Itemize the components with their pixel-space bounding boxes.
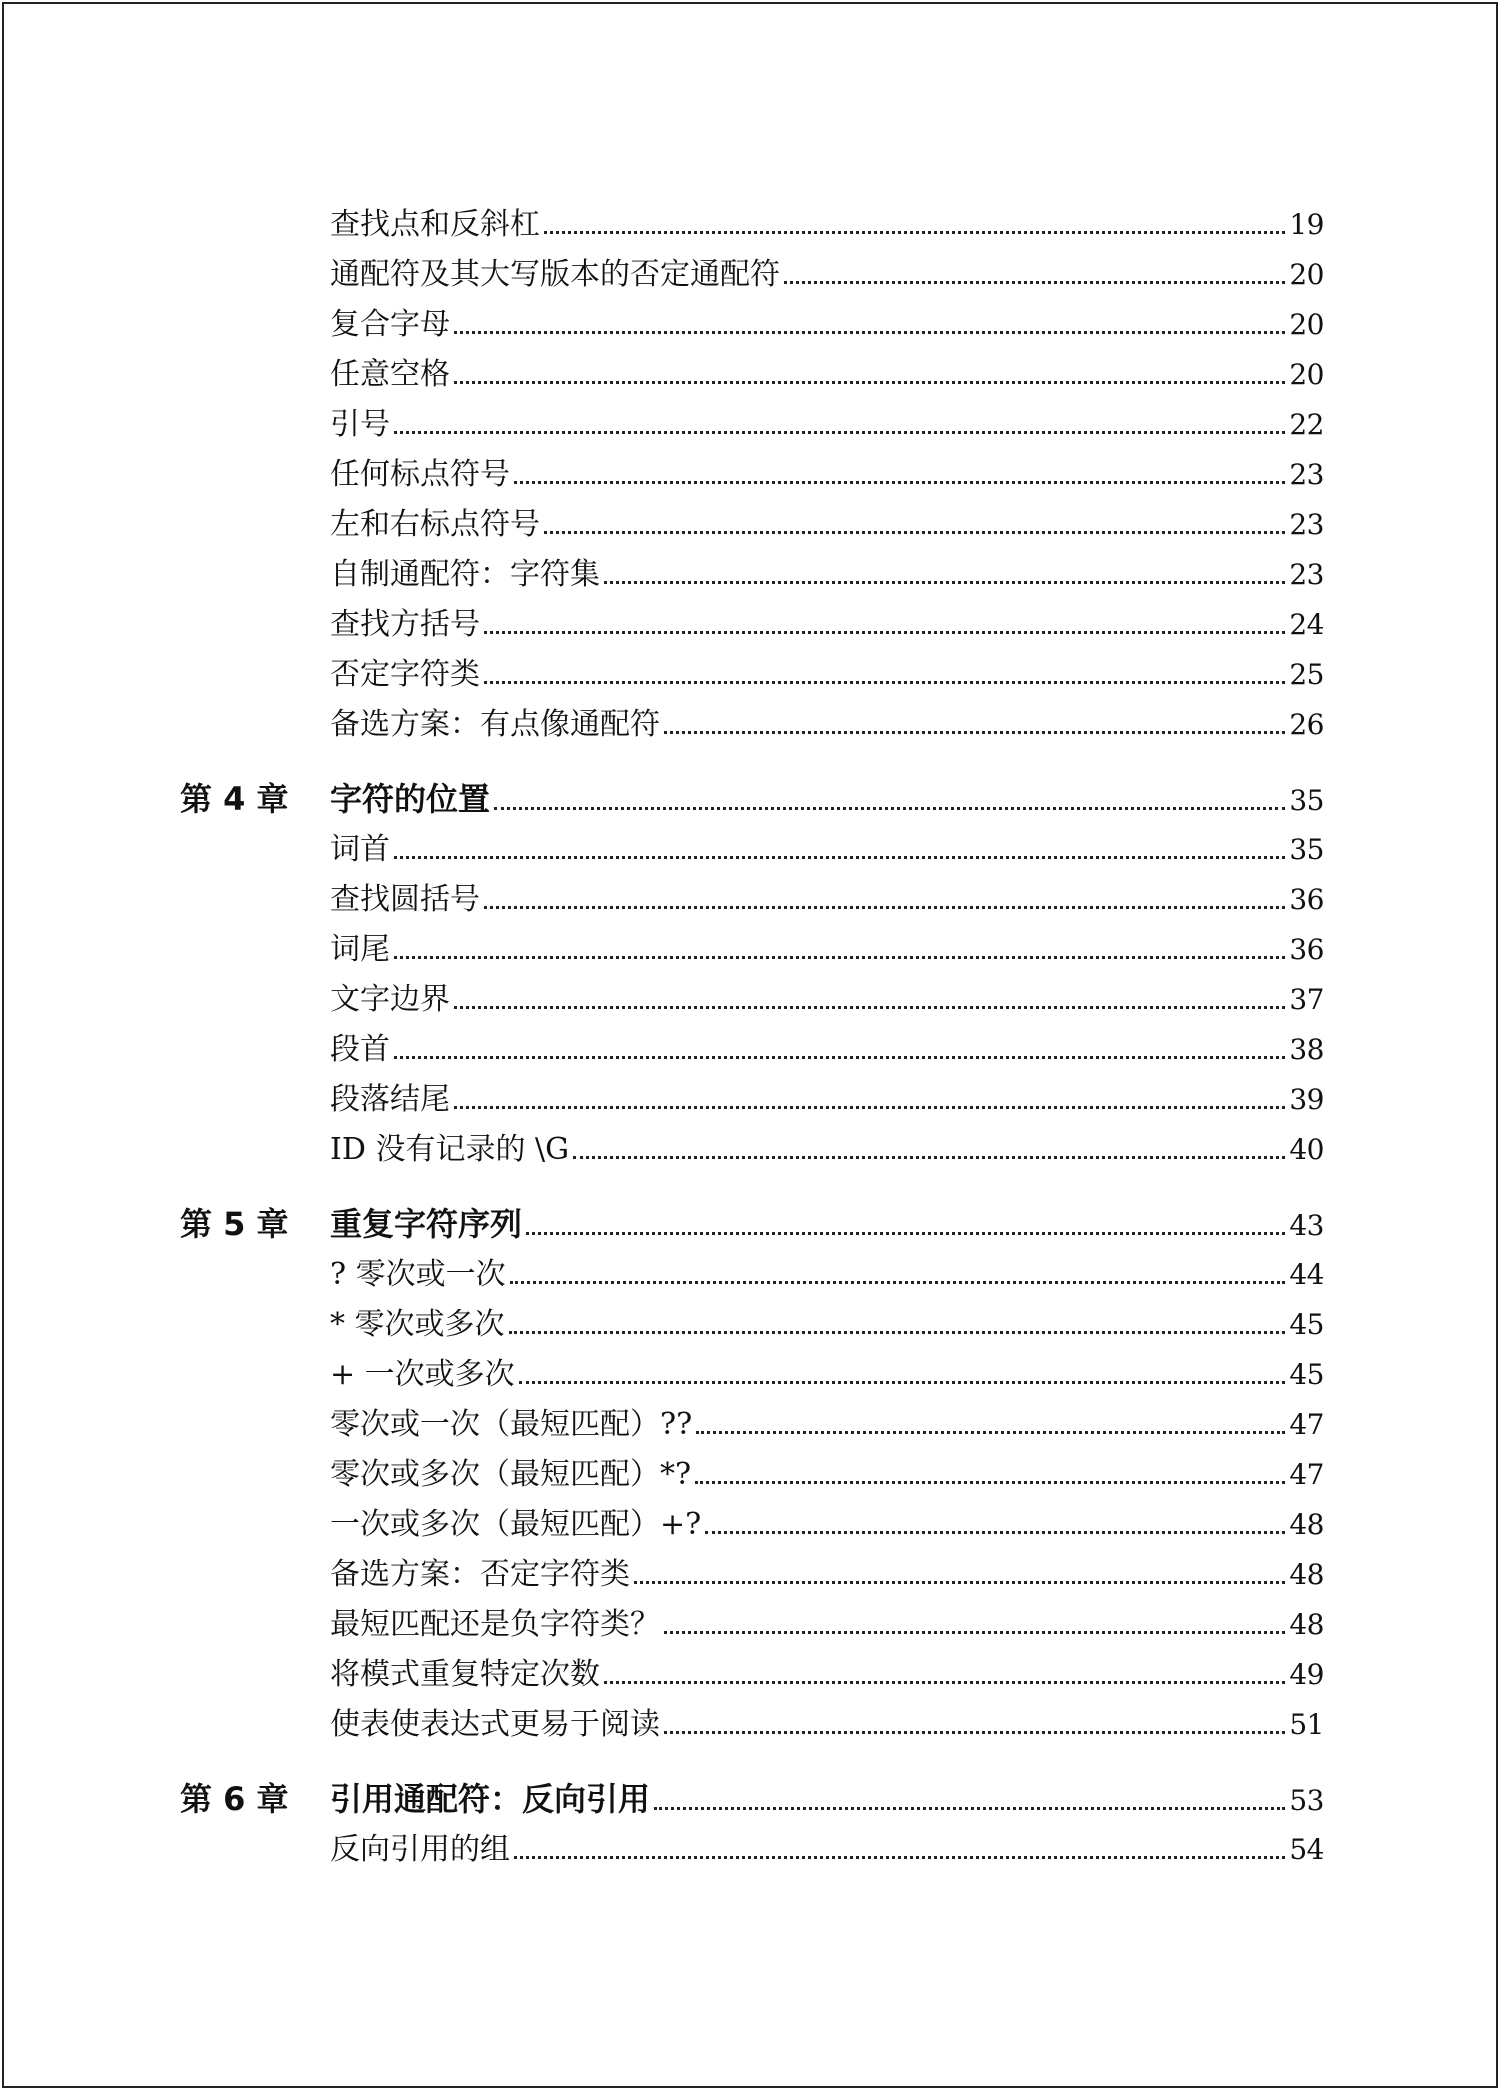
chapter-number: 第 5 章	[180, 1205, 289, 1243]
toc-entry-line	[330, 457, 1324, 492]
toc-entry-line	[330, 357, 1324, 392]
toc-section-row[interactable]	[0, 396, 1504, 446]
section-title: ? 零次或一次	[330, 1257, 506, 1292]
dot-leader	[394, 856, 1285, 859]
dot-leader	[604, 1681, 1285, 1684]
dot-leader	[695, 1481, 1285, 1484]
toc-entry-line	[330, 1205, 1324, 1243]
toc-section-row[interactable]	[0, 971, 1504, 1021]
dot-leader	[510, 1281, 1286, 1284]
toc-section-row[interactable]	[0, 1396, 1504, 1446]
section-title: 否定字符类	[330, 657, 480, 692]
dot-leader	[696, 1431, 1285, 1434]
section-title: 备选方案：有点像通配符	[330, 707, 660, 742]
toc-section-row[interactable]	[0, 1596, 1504, 1646]
dot-leader	[454, 331, 1285, 334]
page-number: 48	[1289, 1608, 1324, 1641]
chapter-title: 引用通配符：反向引用	[330, 1780, 651, 1818]
toc-section-row[interactable]	[0, 1546, 1504, 1596]
section-title: 使表使表达式更易于阅读	[330, 1707, 660, 1742]
toc-section-row[interactable]	[0, 871, 1504, 921]
toc-chapter-row[interactable]	[0, 746, 1504, 821]
chapter-title: 字符的位置	[330, 780, 491, 818]
section-title: 将模式重复特定次数	[330, 1657, 600, 1692]
dot-leader	[514, 1856, 1285, 1859]
page-number: 47	[1289, 1408, 1324, 1441]
page-number: 48	[1289, 1508, 1324, 1541]
toc-entry-line	[330, 1407, 1324, 1442]
toc-entry-line	[330, 1507, 1324, 1542]
toc-entry-line	[330, 1307, 1324, 1342]
section-title: 一次或多次（最短匹配）+?	[330, 1507, 702, 1542]
section-title: 零次或多次（最短匹配）*?	[330, 1457, 692, 1492]
toc-section-row[interactable]	[0, 596, 1504, 646]
dot-leader	[634, 1581, 1285, 1584]
toc-entry-line	[330, 307, 1324, 342]
toc-section-row[interactable]	[0, 1021, 1504, 1071]
page-number: 49	[1289, 1658, 1324, 1691]
section-title: 引号	[330, 407, 390, 442]
toc-entry-line	[330, 1032, 1324, 1067]
dot-leader	[604, 581, 1285, 584]
page-number: 43	[1289, 1209, 1324, 1242]
section-title: 任何标点符号	[330, 457, 510, 492]
section-title: 查找点和反斜杠	[330, 207, 540, 242]
page-number: 26	[1289, 708, 1324, 741]
dot-leader	[544, 231, 1285, 234]
page-number: 44	[1289, 1258, 1324, 1291]
chapter-number: 第 6 章	[180, 1780, 289, 1818]
toc-entry-line	[330, 407, 1324, 442]
section-title: ID 没有记录的 \G	[330, 1132, 570, 1167]
toc-entry-line	[330, 1457, 1324, 1492]
toc-section-row[interactable]	[0, 1071, 1504, 1121]
toc-section-row[interactable]	[0, 546, 1504, 596]
page-number: 45	[1289, 1308, 1324, 1341]
page-number: 53	[1289, 1784, 1324, 1817]
page-number: 25	[1289, 658, 1324, 691]
page-number: 47	[1289, 1458, 1324, 1491]
section-title: 任意空格	[330, 357, 450, 392]
dot-leader	[454, 381, 1285, 384]
section-title: 段落结尾	[330, 1082, 450, 1117]
dot-leader	[494, 807, 1285, 810]
section-title: 左和右标点符号	[330, 507, 540, 542]
page-number: 35	[1289, 833, 1324, 866]
dot-leader	[484, 681, 1285, 684]
toc-section-row[interactable]	[0, 1246, 1504, 1296]
page-number: 48	[1289, 1558, 1324, 1591]
section-title: 词首	[330, 832, 390, 867]
toc-section-row[interactable]	[0, 1121, 1504, 1171]
toc-chapter-row[interactable]	[0, 1171, 1504, 1246]
page-number: 23	[1289, 508, 1324, 541]
page-number: 35	[1289, 784, 1324, 817]
toc-entry-line	[330, 607, 1324, 642]
toc-entry-line	[330, 1132, 1324, 1167]
dot-leader	[664, 1631, 1285, 1634]
toc-entry-line	[330, 657, 1324, 692]
toc-section-row[interactable]	[0, 1346, 1504, 1396]
toc-entry-line	[330, 780, 1324, 818]
section-title: 段首	[330, 1032, 390, 1067]
page-number: 51	[1289, 1708, 1324, 1741]
page-number: 23	[1289, 558, 1324, 591]
section-title: 零次或一次（最短匹配）??	[330, 1407, 693, 1442]
toc-entry-line	[330, 707, 1324, 742]
toc-entry-line	[330, 1082, 1324, 1117]
section-title: 复合字母	[330, 307, 450, 342]
dot-leader	[514, 481, 1285, 484]
toc-chapter-row[interactable]	[0, 1746, 1504, 1821]
toc-entry-line	[330, 1607, 1324, 1642]
dot-leader	[664, 731, 1285, 734]
dot-leader	[526, 1232, 1285, 1235]
page-number: 45	[1289, 1358, 1324, 1391]
dot-leader	[484, 906, 1285, 909]
dot-leader	[573, 1156, 1285, 1159]
section-title: 查找圆括号	[330, 882, 480, 917]
page-number: 20	[1289, 308, 1324, 341]
toc-section-row[interactable]	[0, 1821, 1504, 1871]
toc-section-row[interactable]	[0, 1446, 1504, 1496]
section-title: 通配符及其大写版本的否定通配符	[330, 257, 780, 292]
section-title: 词尾	[330, 932, 390, 967]
dot-leader	[454, 1106, 1285, 1109]
section-title: 反向引用的组	[330, 1832, 510, 1867]
dot-leader	[519, 1381, 1286, 1384]
dot-leader	[484, 631, 1285, 634]
toc-entry-line	[330, 1357, 1324, 1392]
toc-section-row[interactable]	[0, 196, 1504, 246]
page-number: 37	[1289, 983, 1324, 1016]
toc-section-row[interactable]	[0, 1496, 1504, 1546]
chapter-title: 重复字符序列	[330, 1205, 523, 1243]
section-title: * 零次或多次	[330, 1307, 505, 1342]
toc-section-row[interactable]	[0, 821, 1504, 871]
toc-entry-line	[330, 882, 1324, 917]
section-title: 备选方案：否定字符类	[330, 1557, 630, 1592]
toc-section-row[interactable]	[0, 246, 1504, 296]
page-number: 38	[1289, 1033, 1324, 1066]
dot-leader	[664, 1731, 1285, 1734]
toc-section-row[interactable]	[0, 346, 1504, 396]
toc-entry-line	[330, 1257, 1324, 1292]
section-title: 文字边界	[330, 982, 450, 1017]
toc-entry-line	[330, 1707, 1324, 1742]
dot-leader	[654, 1807, 1285, 1810]
page-number: 22	[1289, 408, 1324, 441]
dot-leader	[394, 1056, 1285, 1059]
section-title: + 一次或多次	[330, 1357, 515, 1392]
dot-leader	[509, 1331, 1286, 1334]
toc-entry-line	[330, 1557, 1324, 1592]
section-title: 查找方括号	[330, 607, 480, 642]
section-title: 最短匹配还是负字符类？	[330, 1607, 660, 1642]
page-number: 24	[1289, 608, 1324, 641]
toc-entry-line	[330, 207, 1324, 242]
page-number: 20	[1289, 358, 1324, 391]
toc-section-row[interactable]	[0, 496, 1504, 546]
toc-section-row[interactable]	[0, 1296, 1504, 1346]
table-of-contents	[0, 196, 1504, 1871]
toc-section-row[interactable]	[0, 1646, 1504, 1696]
page-number: 36	[1289, 883, 1324, 916]
toc-entry-line	[330, 257, 1324, 292]
chapter-number: 第 4 章	[180, 780, 289, 818]
toc-section-row[interactable]	[0, 296, 1504, 346]
dot-leader	[394, 431, 1285, 434]
toc-section-row[interactable]	[0, 921, 1504, 971]
toc-entry-line	[330, 507, 1324, 542]
section-title: 自制通配符：字符集	[330, 557, 600, 592]
toc-section-row[interactable]	[0, 696, 1504, 746]
toc-entry-line	[330, 557, 1324, 592]
page-number: 40	[1289, 1133, 1324, 1166]
page-number: 39	[1289, 1083, 1324, 1116]
dot-leader	[705, 1531, 1285, 1534]
toc-entry-line	[330, 1832, 1324, 1867]
page-number: 20	[1289, 258, 1324, 291]
toc-entry-line	[330, 1657, 1324, 1692]
toc-section-row[interactable]	[0, 1696, 1504, 1746]
page-number: 54	[1289, 1833, 1324, 1866]
toc-entry-line	[330, 1780, 1324, 1818]
toc-entry-line	[330, 832, 1324, 867]
page-number: 36	[1289, 933, 1324, 966]
dot-leader	[454, 1006, 1285, 1009]
dot-leader	[394, 956, 1285, 959]
page-number: 23	[1289, 458, 1324, 491]
page-number: 19	[1289, 208, 1324, 241]
toc-entry-line	[330, 982, 1324, 1017]
toc-entry-line	[330, 932, 1324, 967]
dot-leader	[544, 531, 1285, 534]
dot-leader	[784, 281, 1285, 284]
toc-section-row[interactable]	[0, 646, 1504, 696]
toc-section-row[interactable]	[0, 446, 1504, 496]
